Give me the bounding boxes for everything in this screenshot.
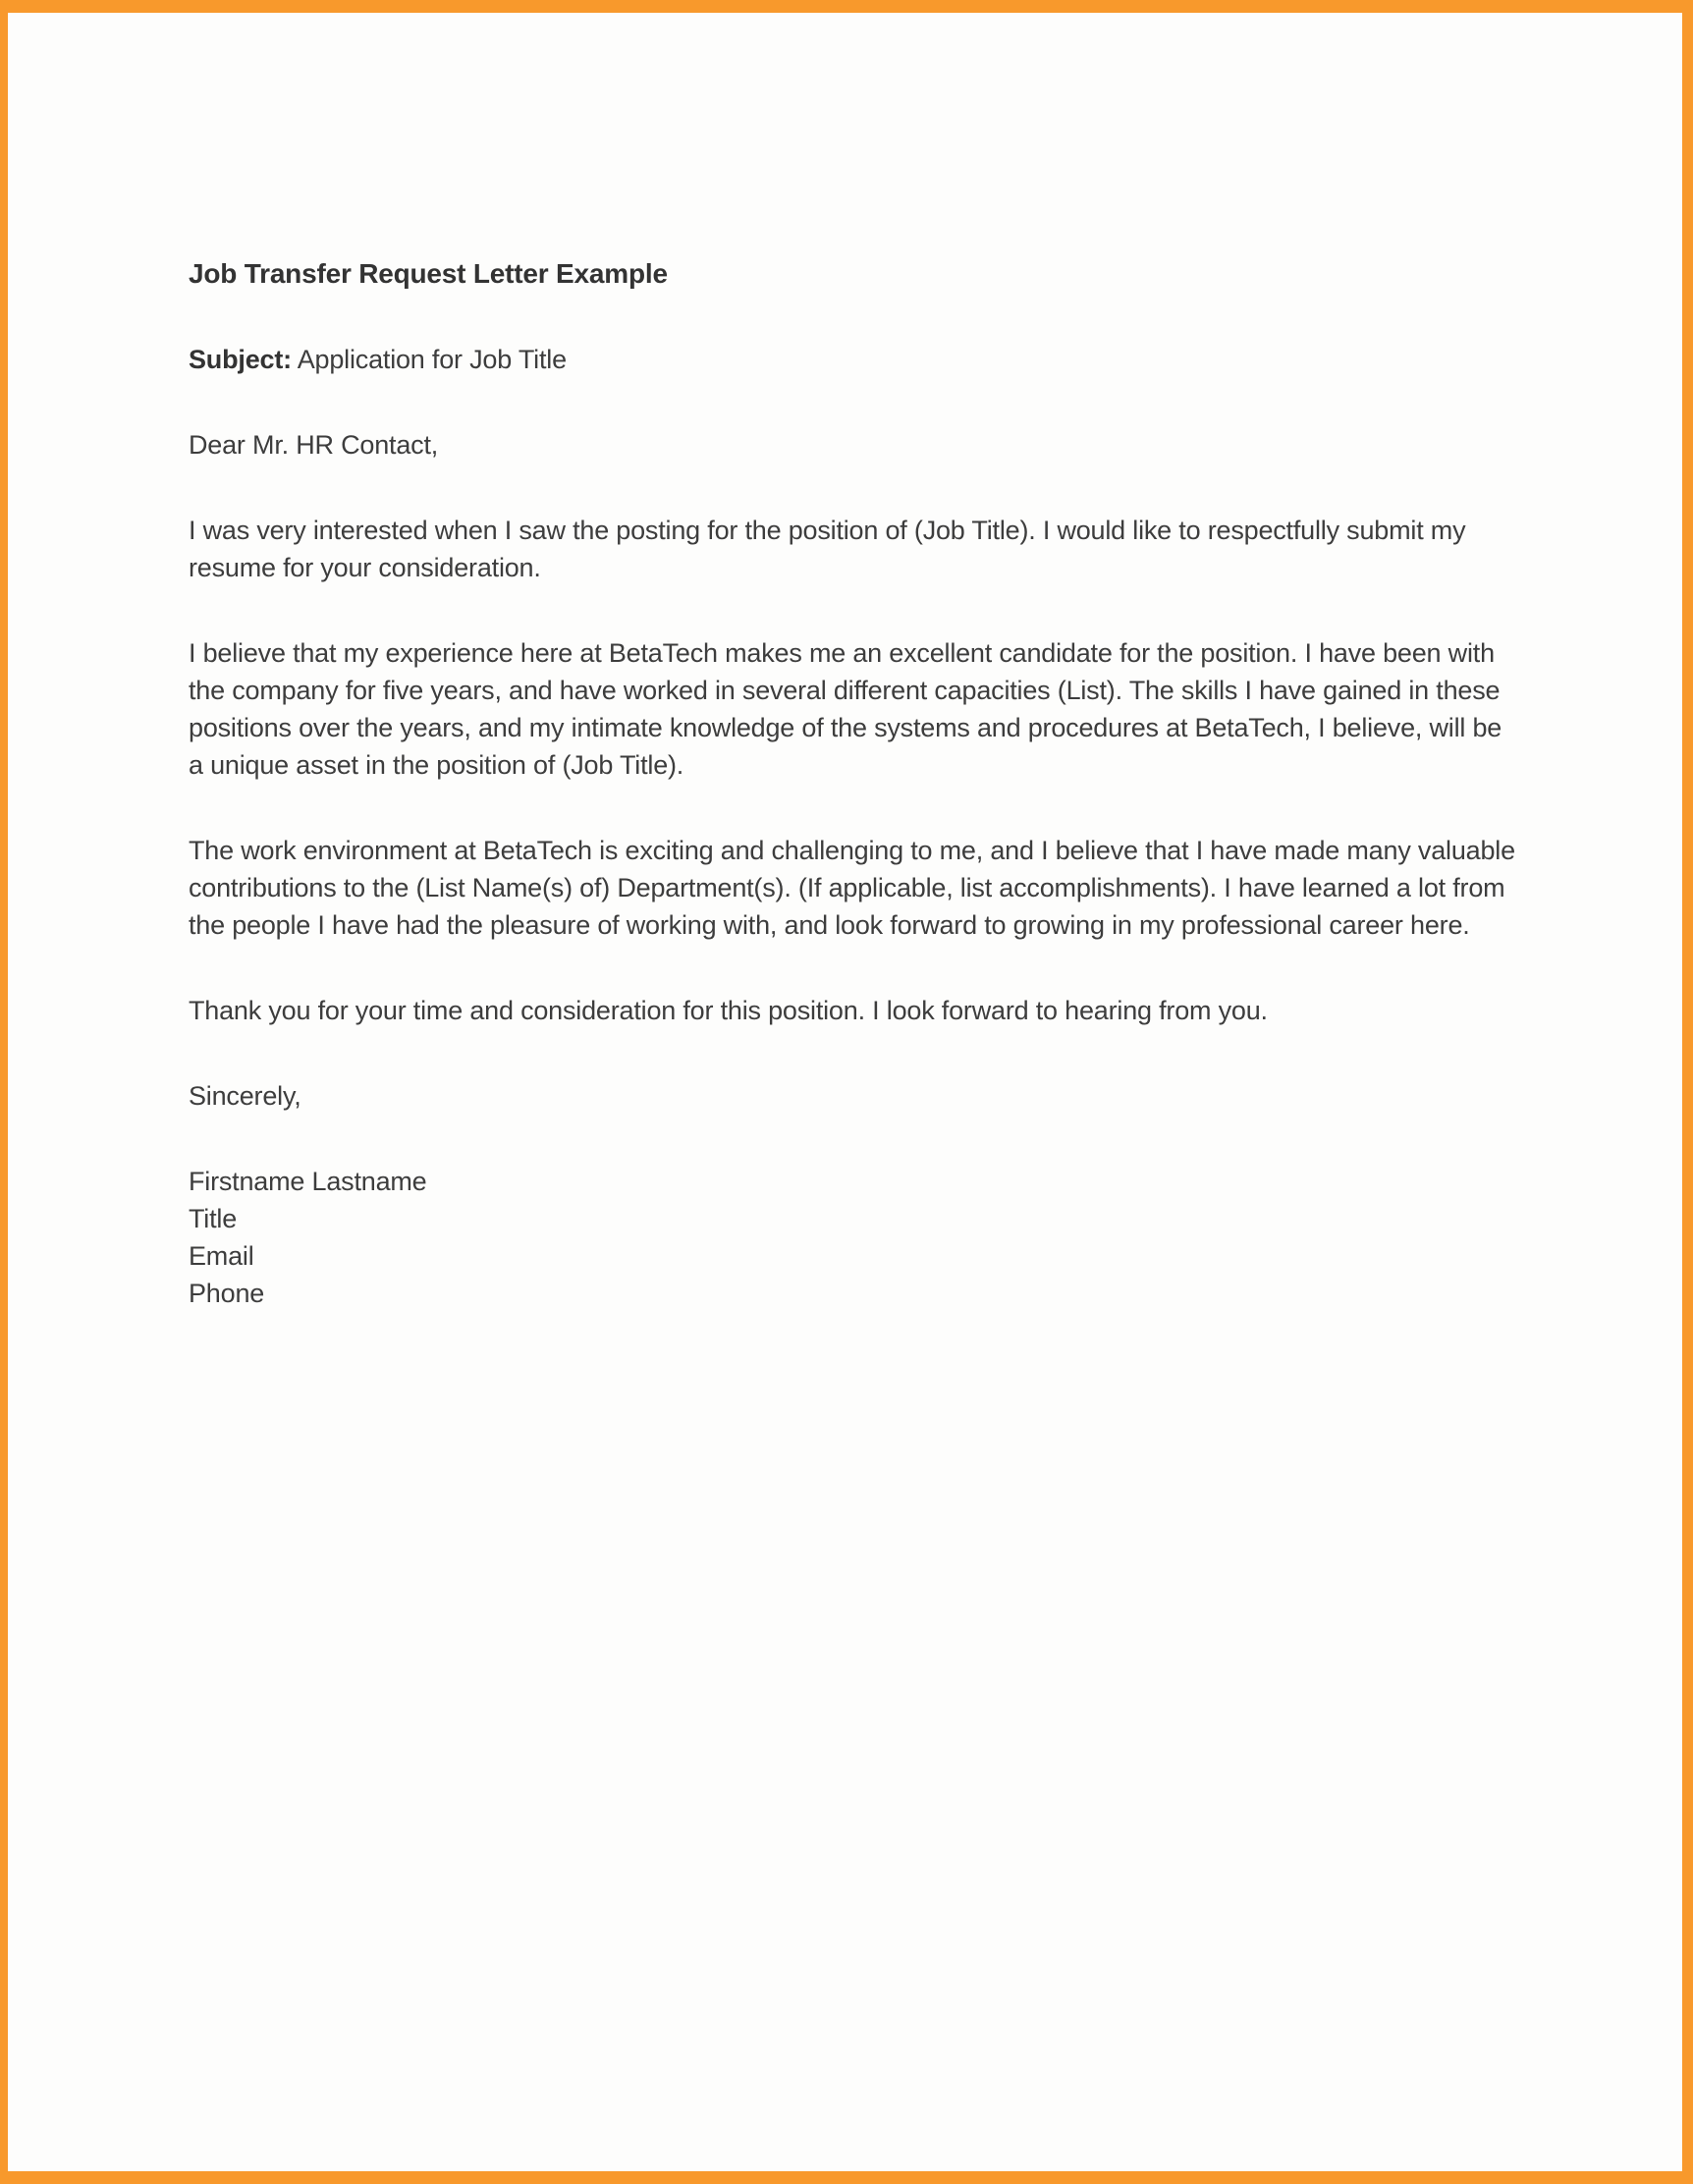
letter-content xyxy=(189,255,1516,1312)
closing: Sincerely, xyxy=(189,1081,301,1111)
paragraph-experience: I believe that my experience here at BetaTech makes me an excellent candidate for the position. I have been with the company for five years, and have worked in several different capacities (List). The skills I have gained in these positions over the years, and my intimate knowledge of the systems and procedures at BetaTech, I believe, will be a unique asset in the position of (Job Title). xyxy=(189,638,1502,780)
subject-label: Subject: xyxy=(189,345,292,374)
paragraph-environment: The work environment at BetaTech is exciting and challenging to me, and I believe that I have made many valuable contributions to the (List Name(s) of) Department(s). (If applicable, list accomplishments). I have learned a lot from the people I have had the pleasure of working with, and look forward to growing in my professional career here. xyxy=(189,836,1515,940)
letter-title: Job Transfer Request Letter Example xyxy=(189,258,668,289)
signature-name: Firstname Lastname xyxy=(189,1167,427,1196)
signature-email: Email xyxy=(189,1241,254,1271)
subject-line xyxy=(189,341,1516,378)
signature-phone: Phone xyxy=(189,1279,265,1308)
signature-title: Title xyxy=(189,1204,238,1233)
paragraph-thanks: Thank you for your time and consideration for this position. I look forward to hearing from you. xyxy=(189,996,1268,1025)
signature-block xyxy=(189,1163,1516,1312)
subject-value: Application for Job Title xyxy=(297,345,567,374)
greeting: Dear Mr. HR Contact, xyxy=(189,430,439,460)
paragraph-interest: I was very interested when I saw the posting for the position of (Job Title). I would like to respectfully submit my resume for your consideration. xyxy=(189,516,1466,582)
